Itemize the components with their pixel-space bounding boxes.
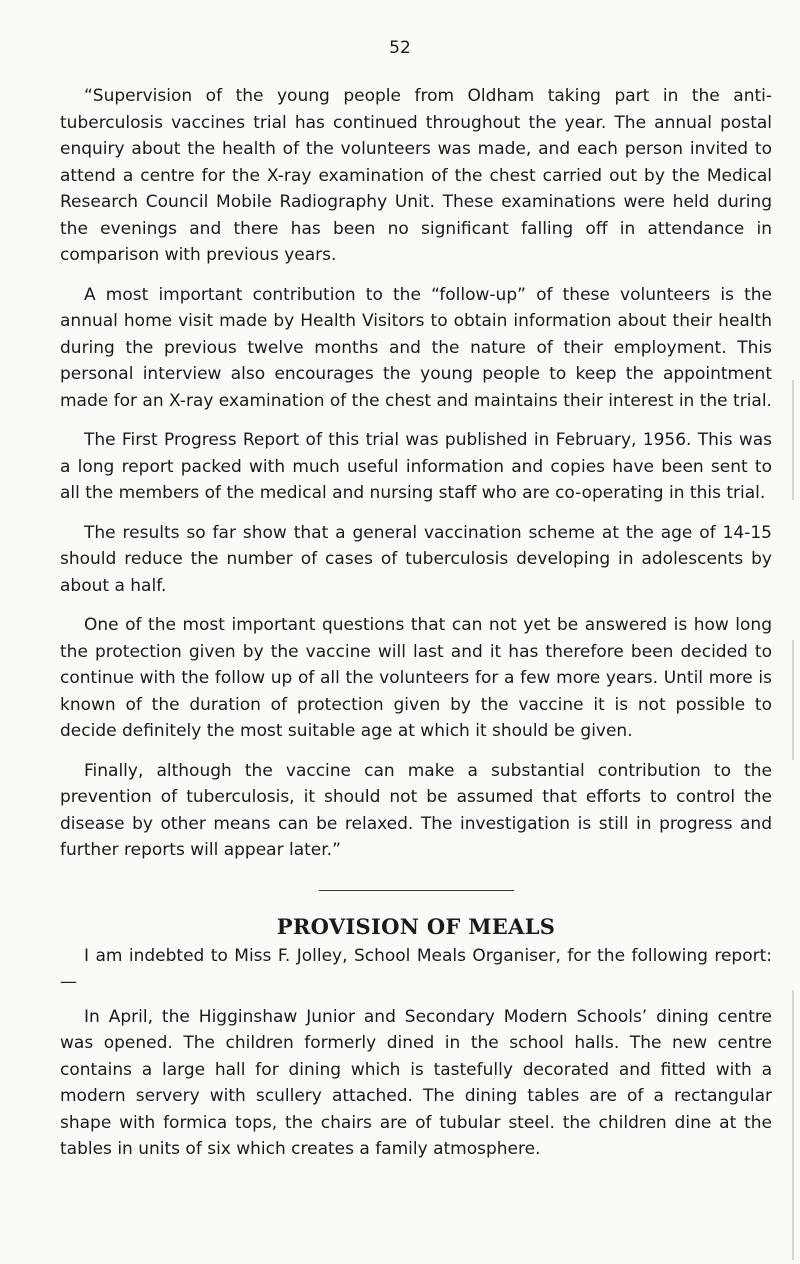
- page-edge-mark: [792, 640, 794, 760]
- paragraph-conclusion: Finally, although the vaccine can make a substantial contribution to the prevention of tuberculosis, it should not be assumed that efforts to control the disease by other means can be relaxed. The investigation is still in progress and further reports will appear later.”: [60, 760, 772, 860]
- paragraph-protection-duration: One of the most important questions that can not yet be answered is how long the protection given by the vaccine will last and it has therefore been decided to continue with the follow up of all the volunteers for a few more years. Until more is known of the duration of protection given by the vaccine it is not possible to decide definitely the most suitable age at which it should be given.: [60, 615, 772, 741]
- paragraph-acknowledgement: I am indebted to Miss F. Jolley, School Meals Organiser, for the following report:—: [60, 945, 772, 992]
- paragraph-results: The results so far show that a general vaccination scheme at the age of 14-15 should reduce the number of cases of tuberculosis developing in adolescents by about a half.: [60, 522, 772, 596]
- paragraph-follow-up: A most important contribution to the “follow-up” of these volunteers is the annual home visit made by Health Visitors to obtain information about their health during the previous twelve months and the nature of their employment. This personal interview also encourages the young people to keep the appointment made for an X-ray examination of the chest and maintains their interest in the trial.: [60, 284, 772, 411]
- paragraph-vaccine-supervision: “Supervision of the young people from Oldham taking part in the anti-tuberculosis vaccines trial has continued throughout the year. The annual postal enquiry about the health of the volunteers was made, and each person invited to attend a centre for the X-ray examination of the chest carried out by the Medical Research Council Mobile Radiography Unit. These examinations were held during the evenings and there has been no significant falling off in attendance in comparison with previous years.: [60, 86, 772, 265]
- page-edge-mark: [792, 990, 794, 1260]
- page-edge-mark: [792, 380, 794, 500]
- page-number: 52: [389, 38, 411, 58]
- body-text: [60, 83, 772, 1176]
- section-divider: [319, 890, 514, 891]
- section-heading: PROVISION OF MEALS: [276, 913, 556, 939]
- paragraph-dining-centre: In April, the Higginshaw Junior and Secondary Modern Schools’ dining centre was opened. The children formerly dined in the school halls. The new centre contains a large hall for dining which is tastefully decorated and fitted with a modern servery with scullery attached. The dining tables are of a rectangular shape with formica tops, the chairs are of tubular steel. the children dine at the tables in units of six which creates a family atmosphere.: [60, 1006, 772, 1159]
- paragraph-progress-report: The First Progress Report of this trial was published in February, 1956. This was a long report packed with much useful information and copies have been sent to all the members of the medical and nursing staff who are co-operating in this trial.: [60, 430, 772, 503]
